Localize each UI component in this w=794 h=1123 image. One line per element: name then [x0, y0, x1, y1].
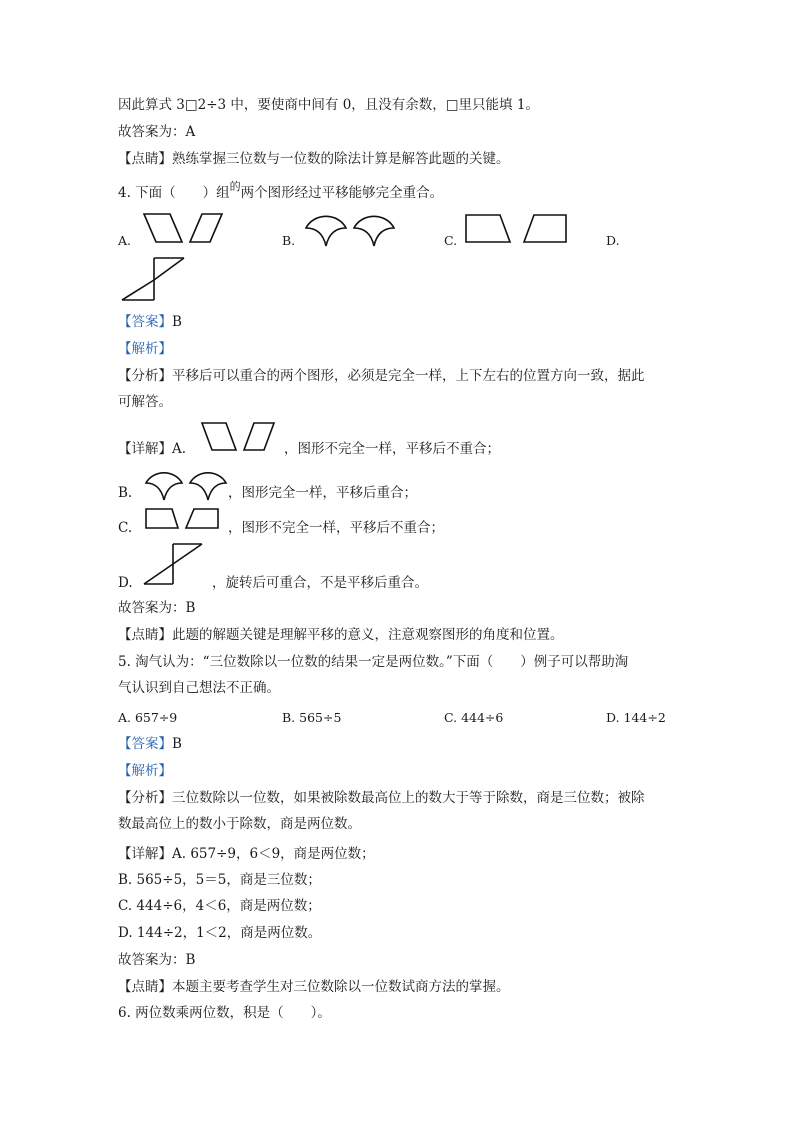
xiangjie-5-1: [118, 845, 375, 863]
question-6: 6. 两位数乘两位数，积是（ ）。: [118, 1005, 331, 1021]
answer-value: B: [172, 736, 182, 752]
dianjing-tag: 【点睛】: [118, 151, 172, 167]
xiangjie-4-c-lead: C.: [118, 520, 133, 536]
xiangjie-text: A. 657÷9，6＜9，商是两位数；: [172, 846, 375, 862]
guda-4: 故答案为：B: [118, 600, 196, 616]
q5-option-b: B. 565÷5: [282, 710, 342, 725]
option-a-label: A.: [118, 233, 132, 248]
xiangjie-4-c-text: ，图形不完全一样，平移后不重合；: [228, 520, 444, 536]
text-line: 故答案为：A: [118, 124, 196, 140]
dianjing-5: [118, 978, 510, 996]
xiangjie-4-d-lead: D.: [118, 575, 133, 591]
question-5: 5. 淘气认为：“三位数除以一位数的结果一定是两位数。”下面（ ）例子可以帮助淘: [118, 654, 629, 670]
xiangjie-5-4: D. 144÷2，1＜2，商是两位数。: [118, 925, 322, 941]
xiangjie-5-2: B. 565÷5，5＝5，商是三位数；: [118, 872, 321, 888]
dianjing-line: [118, 150, 510, 168]
fenxi-tag: 【分析】: [118, 790, 172, 806]
fenxi-text: 三位数除以一位数，如果被除数最高位上的数大于等于除数，商是三位数；被除: [172, 790, 645, 806]
fenxi-4: [118, 367, 645, 385]
answer-5: [118, 735, 182, 753]
jiexi-5: 【解析】: [118, 763, 172, 779]
dianjing-tag: 【点睛】: [118, 627, 172, 643]
option-d-label: D.: [606, 233, 620, 248]
dianjing-text: 本题主要考查学生对三位数除以一位数试商方法的掌握。: [172, 979, 510, 995]
detail-b-figure: [142, 463, 228, 503]
option-c-label: C.: [444, 233, 458, 248]
fenxi-text: 平移后可以重合的两个图形，必须是完全一样，上下左右的位置方向一致，据此: [172, 368, 645, 384]
option-b-label: B.: [282, 233, 296, 248]
guda-5: 故答案为：B: [118, 952, 196, 968]
q5-option-c: C. 444÷6: [444, 710, 504, 725]
dianjing-text: 此题的解题关键是理解平移的意义，注意观察图形的角度和位置。: [172, 627, 564, 643]
option-c-figure: [462, 212, 572, 246]
xiangjie-4-d-text: ，旋转后可重合，不是平移后重合。: [212, 575, 428, 591]
fenxi-5: [118, 789, 645, 807]
answer-tag: 【答案】: [118, 736, 172, 752]
xiangjie-4-b-lead: B.: [118, 485, 133, 501]
xiangjie-5-3: C. 444÷6，4＜6，商是两位数；: [118, 898, 321, 914]
q5-option-a: A. 657÷9: [118, 710, 178, 725]
question-5-cont: 气认识到自己想法不正确。: [118, 680, 280, 696]
fenxi-4-cont: 可解答。: [118, 394, 172, 410]
answer-value: B: [172, 314, 182, 330]
xiangjie-tag: 【详解】: [118, 846, 172, 862]
dianjing-4: [118, 626, 564, 644]
question-4-text-2: 两个图形经过平移能够完全重合。: [240, 185, 444, 201]
detail-a-figure: [198, 420, 278, 454]
dianjing-tag: 【点睛】: [118, 979, 172, 995]
answer-tag: 【答案】: [118, 314, 172, 330]
xiangjie-a-lead: A.: [172, 441, 187, 457]
jiexi-4: 【解析】: [118, 341, 172, 357]
xiangjie-tag: 【详解】: [118, 441, 172, 457]
detail-d-figure: [142, 542, 206, 586]
fenxi-5-cont: 数最高位上的数小于除数，商是两位数。: [118, 816, 361, 832]
question-4-sup: 的: [229, 180, 241, 193]
fenxi-tag: 【分析】: [118, 368, 172, 384]
xiangjie-4-a-text: ，图形不完全一样，平移后不重合；: [284, 441, 500, 457]
detail-c-figure: [142, 506, 222, 532]
question-4: [118, 180, 444, 203]
dianjing-text: 熟练掌握三位数与一位数的除法计算是解答此题的关键。: [172, 151, 510, 167]
answer-4: [118, 313, 182, 331]
xiangjie-4-a: [118, 440, 186, 458]
xiangjie-4-b-text: ，图形完全一样，平移后重合；: [228, 485, 417, 501]
question-4-text: 4. 下面（ ）组: [118, 185, 230, 201]
option-d-figure: [120, 256, 190, 302]
text-line: 因此算式 3□2÷3 中，要使商中间有 0，且没有余数，□里只能填 1。: [118, 97, 539, 113]
option-a-figure: [140, 210, 230, 246]
option-b-figure: [302, 206, 392, 250]
q5-option-d: D. 144÷2: [606, 710, 666, 725]
